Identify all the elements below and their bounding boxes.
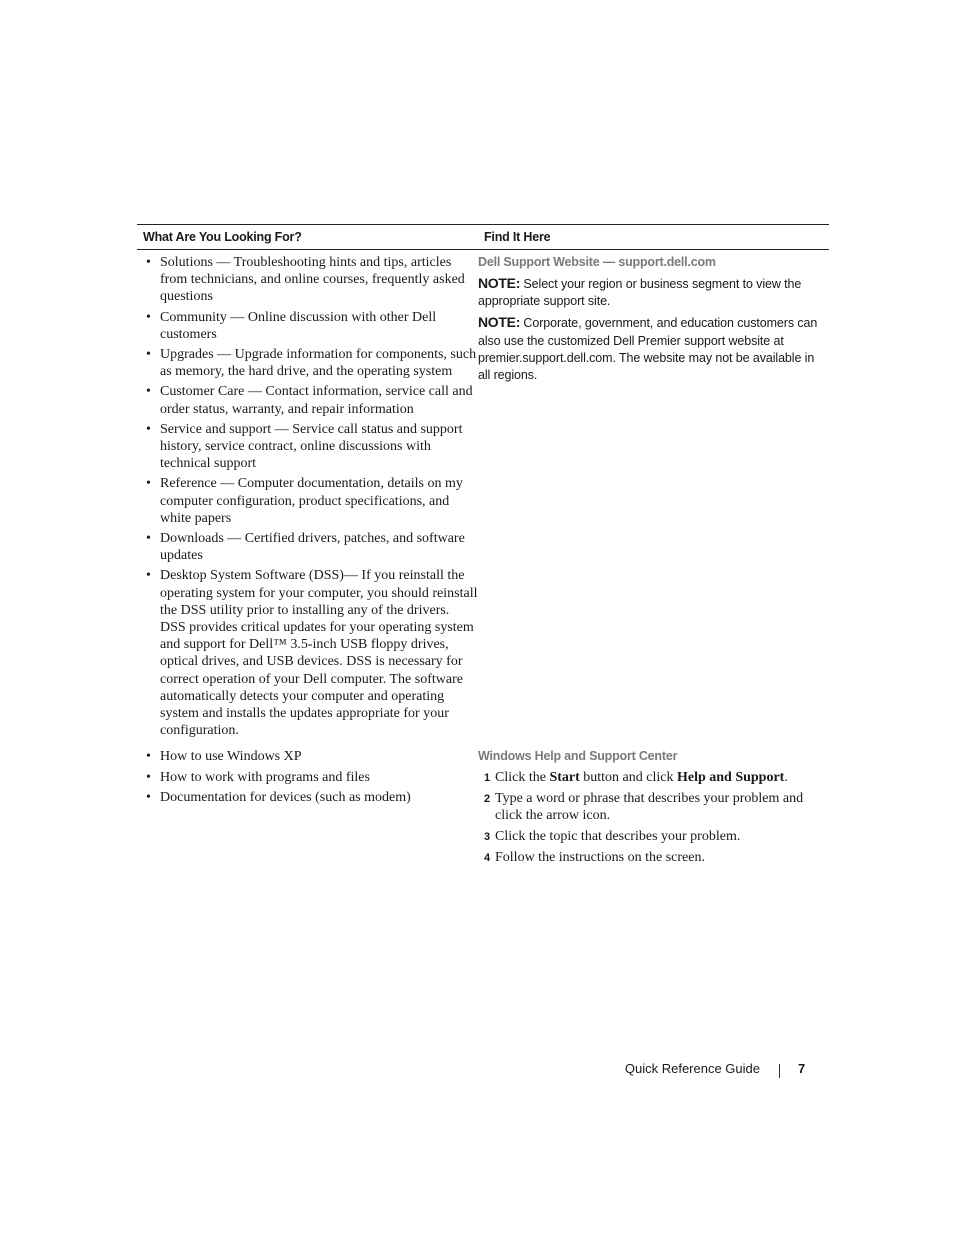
list-item: • Upgrades — Upgrade information for components, such as memory, the hard drive, and the operating system bbox=[146, 347, 477, 380]
list-item: • How to use Windows XP bbox=[146, 749, 302, 765]
step-item: 2 Type a word or phrase that describes your problem and click the arrow icon. bbox=[484, 791, 804, 824]
list-item: • Documentation for devices (such as modem) bbox=[146, 789, 411, 805]
list-item: • Reference — Computer documentation, details on my computer configuration, product specifications, and white papers bbox=[146, 476, 463, 526]
page-number: 7 bbox=[798, 1061, 806, 1076]
table-header-row bbox=[137, 225, 829, 249]
note-premier: NOTE: Corporate, government, and education customers can also use the customized Dell Premier support website at premier.support.dell.com. The website may not be available in all regions. bbox=[478, 314, 818, 383]
list-item: • Solutions — Troubleshooting hints and tips, articles from technicians, and online courses, frequently asked questions bbox=[146, 255, 465, 305]
note-region: NOTE: Select your region or business segment to view the appropriate support site. bbox=[478, 275, 802, 309]
footer-separator bbox=[779, 1064, 780, 1078]
note-label: NOTE: bbox=[478, 275, 521, 291]
list-item: • Downloads — Certified drivers, patches, and software updates bbox=[146, 531, 465, 564]
step-item: 4 Follow the instructions on the screen. bbox=[484, 849, 705, 865]
premier-support-link[interactable]: premier.support.dell.com bbox=[478, 350, 613, 365]
page-footer bbox=[0, 1061, 954, 1081]
list-item: • Service and support — Service call status and support history, service contract, online discussions with technical support bbox=[146, 421, 463, 472]
table-header-rule bbox=[137, 249, 829, 250]
reference-table bbox=[137, 224, 829, 870]
header-find-it-here: Find It Here bbox=[484, 230, 551, 244]
note-label: NOTE: bbox=[478, 314, 521, 331]
bullet-list bbox=[137, 254, 478, 739]
step-item: 1 Click the Start button and click Help and Support. bbox=[484, 770, 788, 786]
header-looking-for: What Are You Looking For? bbox=[143, 230, 302, 244]
windows-help-heading: Windows Help and Support Center bbox=[478, 749, 678, 764]
footer-guide-title: Quick Reference Guide bbox=[624, 1061, 760, 1076]
dell-support-website-heading: Dell Support Website — support.dell.com bbox=[478, 255, 716, 269]
steps-list bbox=[478, 769, 825, 866]
list-item: • Customer Care — Contact information, service call and order status, warranty, and repair information bbox=[146, 384, 473, 417]
table-row bbox=[137, 254, 829, 742]
table-row bbox=[137, 748, 829, 869]
list-item: • How to work with programs and files bbox=[146, 769, 370, 785]
list-item: • Desktop System Software (DSS)— If you reinstall the operating system for your computer, you should reinstall the DSS utility prior to installing any of the drivers. DSS provides critical updates for your operating system and support for Dell™ 3.5-inch USB floppy drives, optical drives, and USB devices. DSS is necessary for correct operation of your Dell computer. The software automatically detects your computer and operating system and installs the updates appropriate for your configuration. bbox=[146, 568, 478, 739]
step-item: 3 Click the topic that describes your problem. bbox=[484, 829, 741, 845]
bullet-list bbox=[137, 748, 478, 806]
list-item: • Community — Online discussion with other Dell customers bbox=[146, 309, 437, 342]
